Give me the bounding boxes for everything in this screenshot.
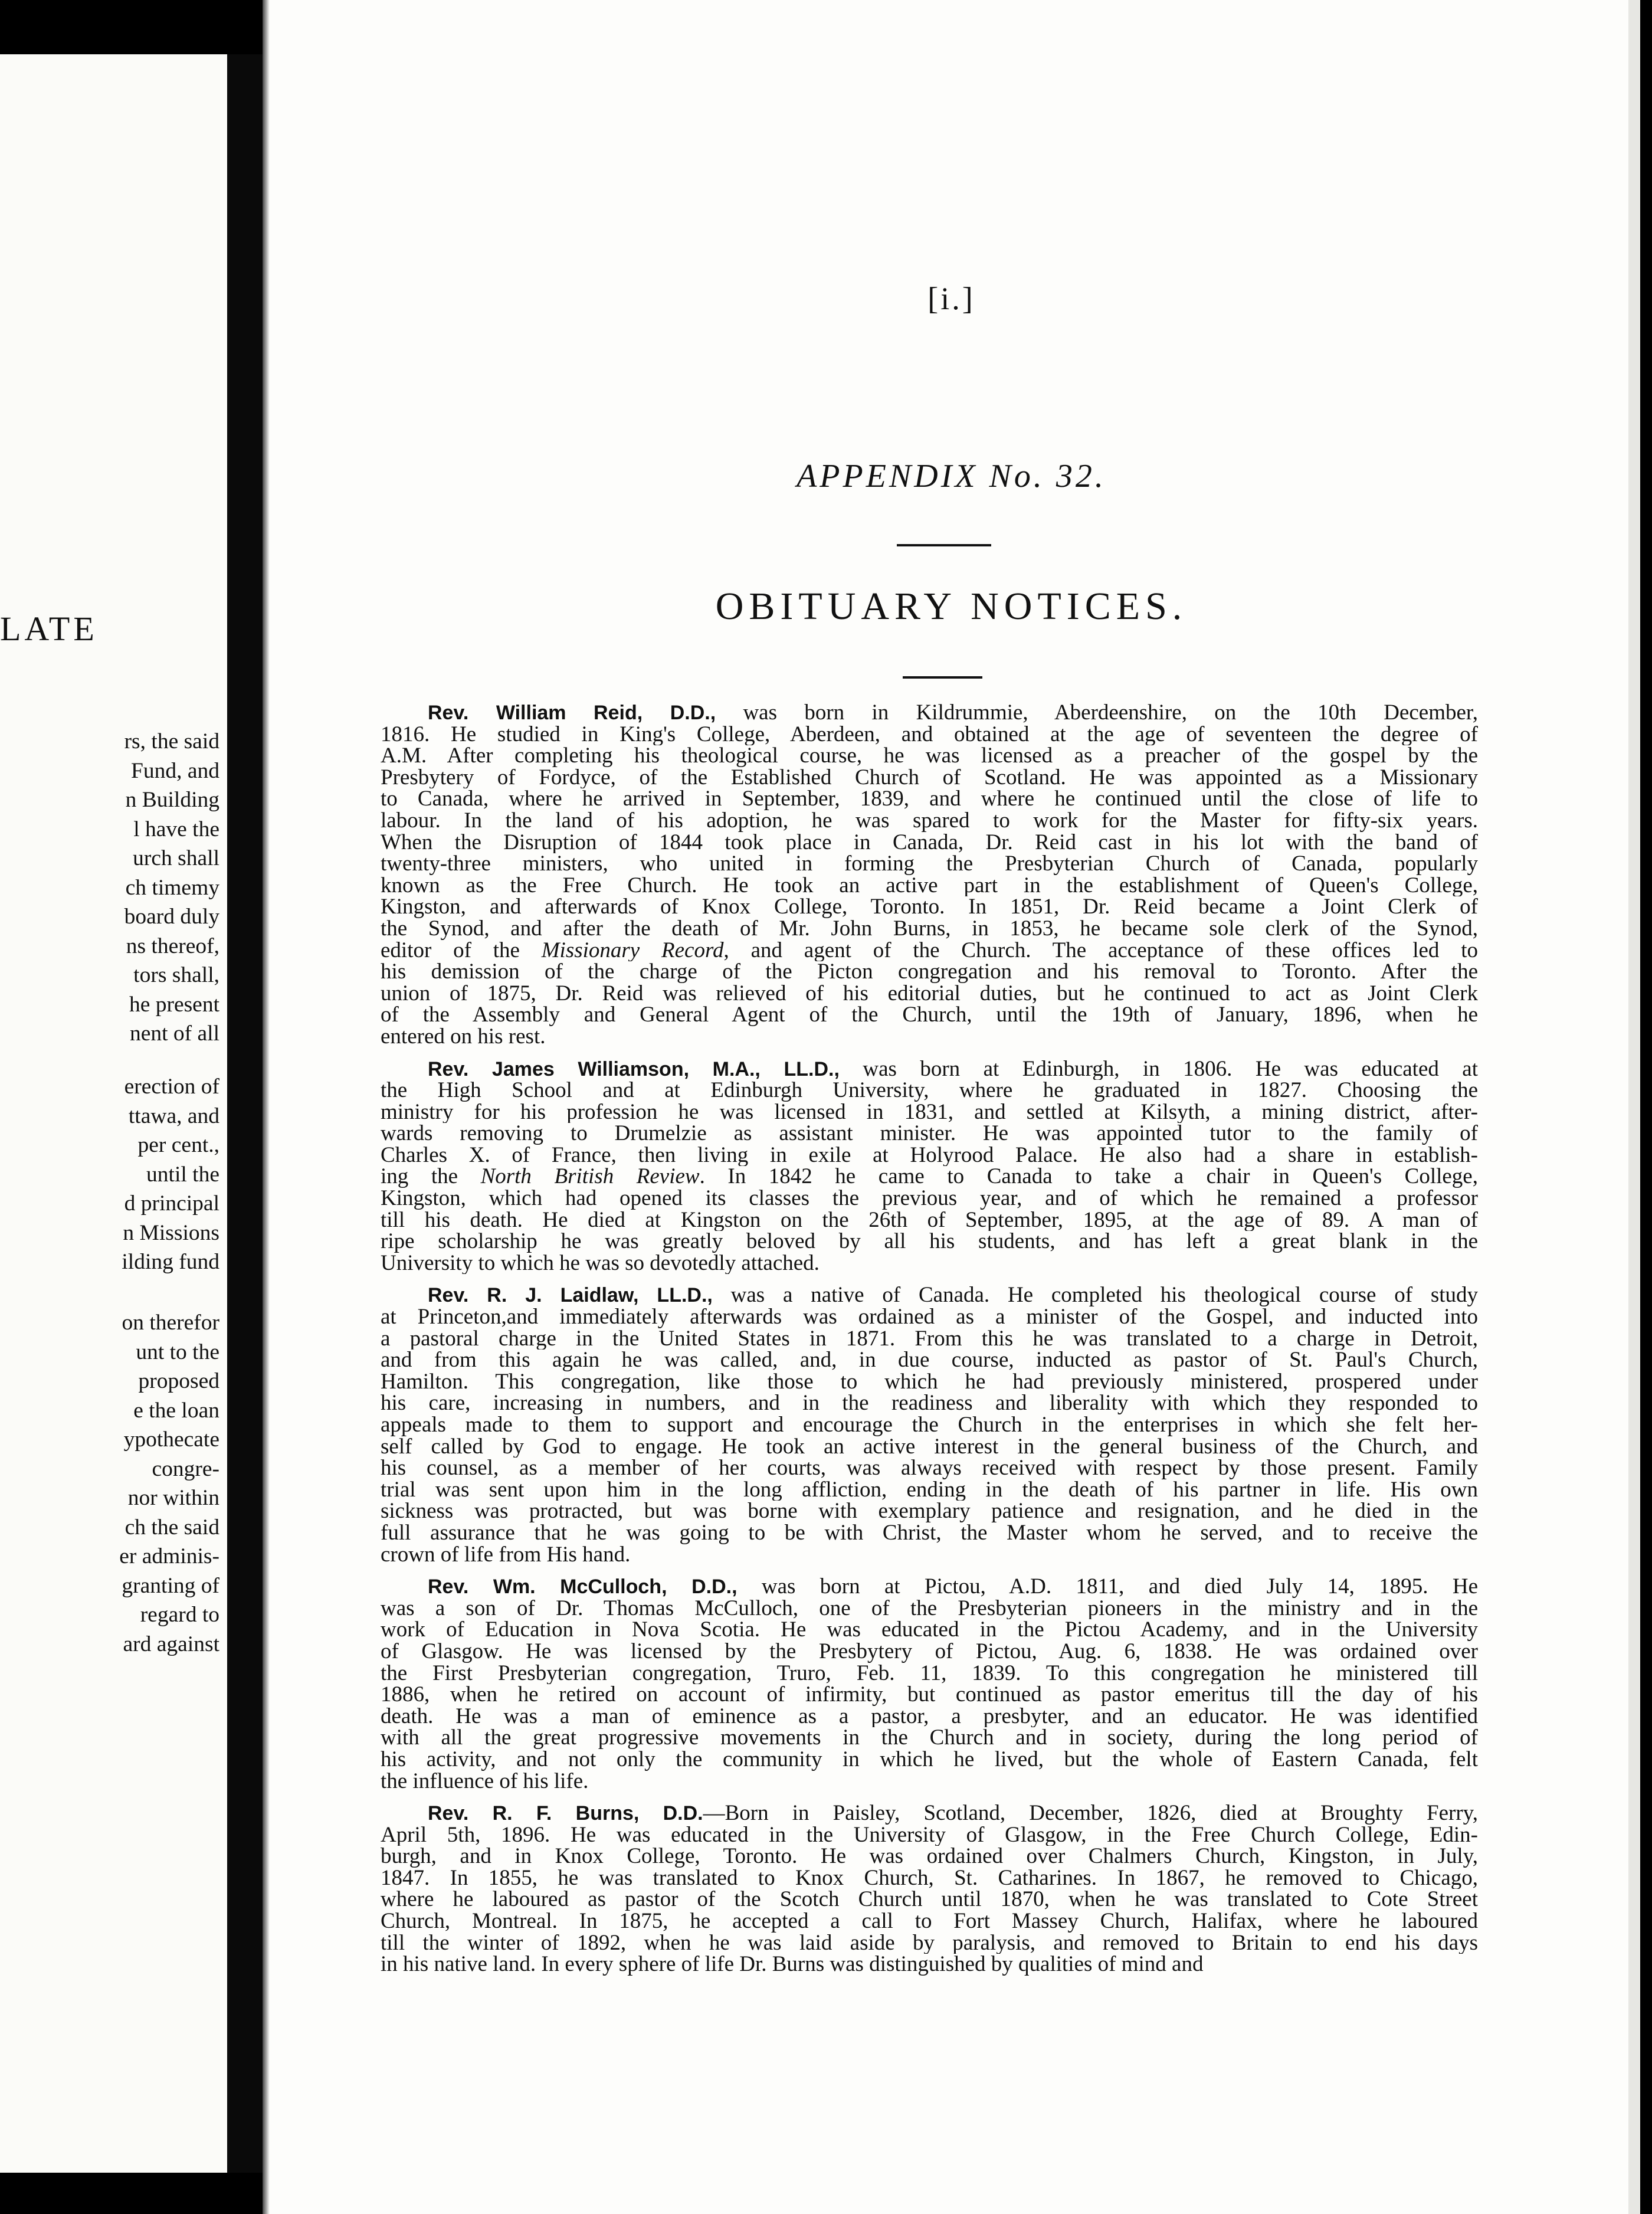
left-page-line: ilding fund (122, 1250, 219, 1274)
obituary-entry (381, 1285, 1478, 1565)
left-page-line: n Missions (123, 1220, 219, 1245)
text-line: Rev. William Reid, D.D., was born in Kildrummie, Aberdeenshire, on the 10th December, (428, 702, 1478, 724)
left-page-line: nent of all (129, 1021, 219, 1046)
text-line: Presbytery of Fordyce, of the Established Church of Scotland. He was appointed as a Missionary (381, 767, 1478, 789)
text-line: Rev. R. J. Laidlaw, LL.D., was a native of Canada. He completed his theological course of study (428, 1285, 1478, 1307)
left-page-block-2 (0, 1072, 219, 1277)
left-page-line: until the (146, 1162, 219, 1187)
text-line: Rev. Wm. McCulloch, D.D., was born at Pictou, A.D. 1811, and died July 14, 1895. He (428, 1576, 1478, 1598)
text-line: the High School and at Edinburgh University, where he graduated in 1827. Choosing the (381, 1080, 1478, 1102)
left-page-line: e the loan (133, 1398, 219, 1423)
text-line: labour. In the land of his adoption, he was spared to work for the Master for fifty-six years. (381, 810, 1478, 832)
text-line: twenty-three ministers, who united in forming the Presbyterian Church of Canada, popularly (381, 853, 1478, 875)
left-page-line: on therefor (122, 1311, 219, 1335)
left-page-line: regard to (140, 1603, 219, 1627)
obituary-name: Rev. R. F. Burns, D.D. (428, 1803, 703, 1825)
obituary-name: Rev. Wm. McCulloch, D.D., (428, 1576, 738, 1598)
text-line: editor of the Missionary Record, and agent of the Church. The acceptance of these offices led to (381, 940, 1478, 962)
text-line: death. He was a man of eminence as a pastor, a presbyter, and an educator. He was identified (381, 1705, 1478, 1728)
text-line: till the winter of 1892, when he was laid aside by paralysis, and removed to Britain to end his days (381, 1932, 1478, 1954)
text-line: 1886, when he retired on account of infirmity, but continued as pastor emeritus till the day of his (381, 1684, 1478, 1706)
obituary-entry (381, 1803, 1478, 1976)
left-page-line: ard against (123, 1632, 219, 1656)
text-line: union of 1875, Dr. Reid was relieved of his editorial duties, but he continued to act as Joint Clerk (381, 982, 1478, 1005)
left-page-line: per cent., (137, 1133, 219, 1157)
divider-rule (903, 676, 982, 679)
text-line: appeals made to them to support and encourage the Church in the enterprises in which she felt her- (381, 1414, 1478, 1436)
left-page-line: ch the said (124, 1515, 219, 1540)
left-page-line: ttawa, and (128, 1103, 219, 1128)
text-line: Rev. R. F. Burns, D.D.—Born in Paisley, Scotland, December, 1826, died at Broughty Ferry, (428, 1803, 1478, 1825)
text-line: till his death. He died at Kingston on the 26th of September, 1895, at the age of 89. A man of (381, 1209, 1478, 1232)
left-page-line: rs, the said (124, 729, 219, 754)
left-page-line: tors shall, (133, 963, 219, 987)
text-line: the Synod, and after the death of Mr. John Burns, in 1853, he became sole clerk of the Synod, (381, 918, 1478, 940)
text-line: with all the great progressive movements in the Church and in society, during the long period of (381, 1727, 1478, 1749)
obituary-name: Rev. R. J. Laidlaw, LL.D., (428, 1285, 713, 1307)
page-title: OBITUARY NOTICES. (715, 585, 1188, 628)
text-line: the First Presbyterian congregation, Truro, Feb. 11, 1839. To this congregation he ministered till (381, 1662, 1478, 1685)
page-number: [i.] (927, 281, 975, 316)
left-page-line: d principal (124, 1191, 219, 1216)
text-line: known as the Free Church. He took an active part in the establishment of Queen's College, (381, 875, 1478, 897)
divider-rule (897, 544, 991, 546)
obituary-entry (381, 702, 1478, 1048)
text-line: full assurance that he was going to be with Christ, the Master whom he served, and to receive the (381, 1522, 1478, 1544)
left-page-block-1 (0, 727, 219, 1049)
left-page-line: nor within (127, 1486, 219, 1510)
text-line: Rev. James Williamson, M.A., LL.D., was born at Edinburgh, in 1806. He was educated at (428, 1058, 1478, 1080)
text-line: his demission of the charge of the Picton congregation and his removal to Toronto. After the (381, 961, 1478, 983)
left-page-line: proposed (138, 1369, 219, 1393)
text-line: a pastoral charge in the United States in 1871. From this he was translated to a charge in Detroit, (381, 1328, 1478, 1350)
obituary-name: Rev. James Williamson, M.A., LL.D., (428, 1058, 840, 1080)
text-line: in his native land. In every sphere of life Dr. Burns was distinguished by qualities of mind and (381, 1954, 1204, 1976)
text-line: his counsel, as a member of her courts, was always received with respect by those present. Family (381, 1458, 1478, 1479)
obituary-entry (381, 1576, 1478, 1792)
text-line: 1816. He studied in King's College, Aberdeen, and obtained at the age of seventeen the degree of (381, 723, 1478, 746)
text-line: wards removing to Drumelzie as assistant minister. He was appointed tutor to the family of (381, 1123, 1478, 1145)
text-line: University to which he was so devotedly attached. (381, 1252, 820, 1275)
left-page-block-3 (0, 1308, 219, 1659)
page-edge-shadow (263, 0, 270, 2214)
left-page-heading: LATE (0, 610, 98, 648)
left-page-line: board duly (124, 905, 219, 929)
text-line: his care, increasing in numbers, and in the readiness and liberality with which they responded to (381, 1393, 1478, 1414)
document-page (263, 0, 1640, 2214)
left-page-line: ch timemy (125, 875, 219, 900)
obituary-list (381, 702, 1478, 1986)
left-page-line: unt to the (136, 1339, 219, 1364)
text-line: self called by God to engage. He took an active interest in the general business of the Church, and (381, 1436, 1478, 1458)
left-page-line: er adminis- (119, 1544, 219, 1568)
text-line: Charles X. of France, then living in exile at Holyrood Palace. He also had a share in establish- (381, 1144, 1478, 1167)
text-line: When the Disruption of 1844 took place in Canada, Dr. Reid cast in his lot with the band of (381, 831, 1478, 854)
periodical-title: North British Review (480, 1166, 700, 1188)
text-line: trial was sent upon him in the long affliction, ending in the death of his partner in life. His own (381, 1479, 1478, 1501)
page-gutter (227, 54, 263, 2173)
text-line: at Princeton,and immediately afterwards was ordained as a minister of the Gospel, and inducted into (381, 1306, 1478, 1328)
obituary-entry (381, 1059, 1478, 1275)
left-page-line: Fund, and (131, 758, 219, 783)
text-line: and from this again he was called, and, in due course, inducted as pastor of St. Paul's Church, (381, 1350, 1478, 1371)
text-line: Church, Montreal. In 1875, he accepted a call to Fort Massey Church, Halifax, where he laboured (381, 1911, 1478, 1933)
text-line: was a son of Dr. Thomas McCulloch, one of the Presbyterian pioneers in the ministry and in the (381, 1597, 1478, 1620)
text-line: of Glasgow. He was licensed by the Presbytery of Pictou, Aug. 6, 1838. He was ordained over (381, 1640, 1478, 1663)
text-line: ing the North British Review. In 1842 he came to Canada to take a chair in Queen's College, (381, 1166, 1478, 1188)
text-line: Hamilton. This congregation, like those to which he had previously ministered, prospered under (381, 1371, 1478, 1393)
left-page-line: l have the (133, 817, 219, 841)
text-line: 1847. In 1855, he was translated to Knox Church, St. Catharines. In 1867, he removed to Chicago, (381, 1867, 1478, 1889)
text-line: work of Education in Nova Scotia. He was educated in the Pictou Academy, and in the University (381, 1619, 1478, 1641)
text-line: crown of life from His hand. (381, 1544, 631, 1566)
left-page-line: n Building (125, 788, 219, 812)
left-page-line: ns thereof, (126, 934, 219, 958)
text-line: burgh, and in Knox College, Toronto. He was ordained over Chalmers Church, Kingston, in July, (381, 1846, 1478, 1868)
left-page-line: urch shall (133, 846, 219, 870)
text-line: entered on his rest. (381, 1026, 546, 1048)
text-line: to Canada, where he arrived in September, 1839, and where he continued until the close of life to (381, 788, 1478, 810)
previous-page-fragment (0, 54, 227, 2173)
text-line: his activity, and not only the community in which he lived, but the whole of Eastern Canada, felt (381, 1748, 1478, 1771)
obituary-name: Rev. William Reid, D.D., (428, 702, 716, 724)
text-line: sickness was protracted, but was borne with exemplary patience and resignation, and he died in the (381, 1501, 1478, 1522)
left-page-line: he present (129, 992, 219, 1017)
appendix-heading: APPENDIX No. 32. (796, 458, 1106, 494)
left-page-line: ypothecate (123, 1427, 219, 1452)
text-line: Kingston, which had opened its classes the previous year, and of which he remained a professor (381, 1188, 1478, 1210)
text-line: ripe scholarship he was greatly beloved by all his students, and has left a great blank in the (381, 1231, 1478, 1253)
text-line: where he laboured as pastor of the Scotch Church until 1870, when he was translated to Cote Street (381, 1889, 1478, 1911)
page-right-edge (1628, 0, 1640, 2214)
left-page-line: erection of (124, 1075, 219, 1099)
text-line: A.M. After completing his theological course, he was licensed as a preacher of the gospel by the (381, 745, 1478, 767)
text-line: Kingston, and afterwards of Knox College, Toronto. In 1851, Dr. Reid became a Joint Clerk of (381, 896, 1478, 918)
left-page-line: granting of (122, 1573, 219, 1598)
periodical-title: Missionary Record (541, 939, 724, 962)
left-page-line: congre- (152, 1456, 219, 1481)
text-line: ministry for his profession he was licensed in 1831, and settled at Kilsyth, a mining district, after- (381, 1101, 1478, 1124)
text-line: of the Assembly and General Agent of the Church, until the 19th of January, 1896, when he (381, 1004, 1478, 1026)
text-line: the influence of his life. (381, 1770, 589, 1793)
text-line: April 5th, 1896. He was educated in the University of Glasgow, in the Free Church College, Edin- (381, 1824, 1478, 1846)
